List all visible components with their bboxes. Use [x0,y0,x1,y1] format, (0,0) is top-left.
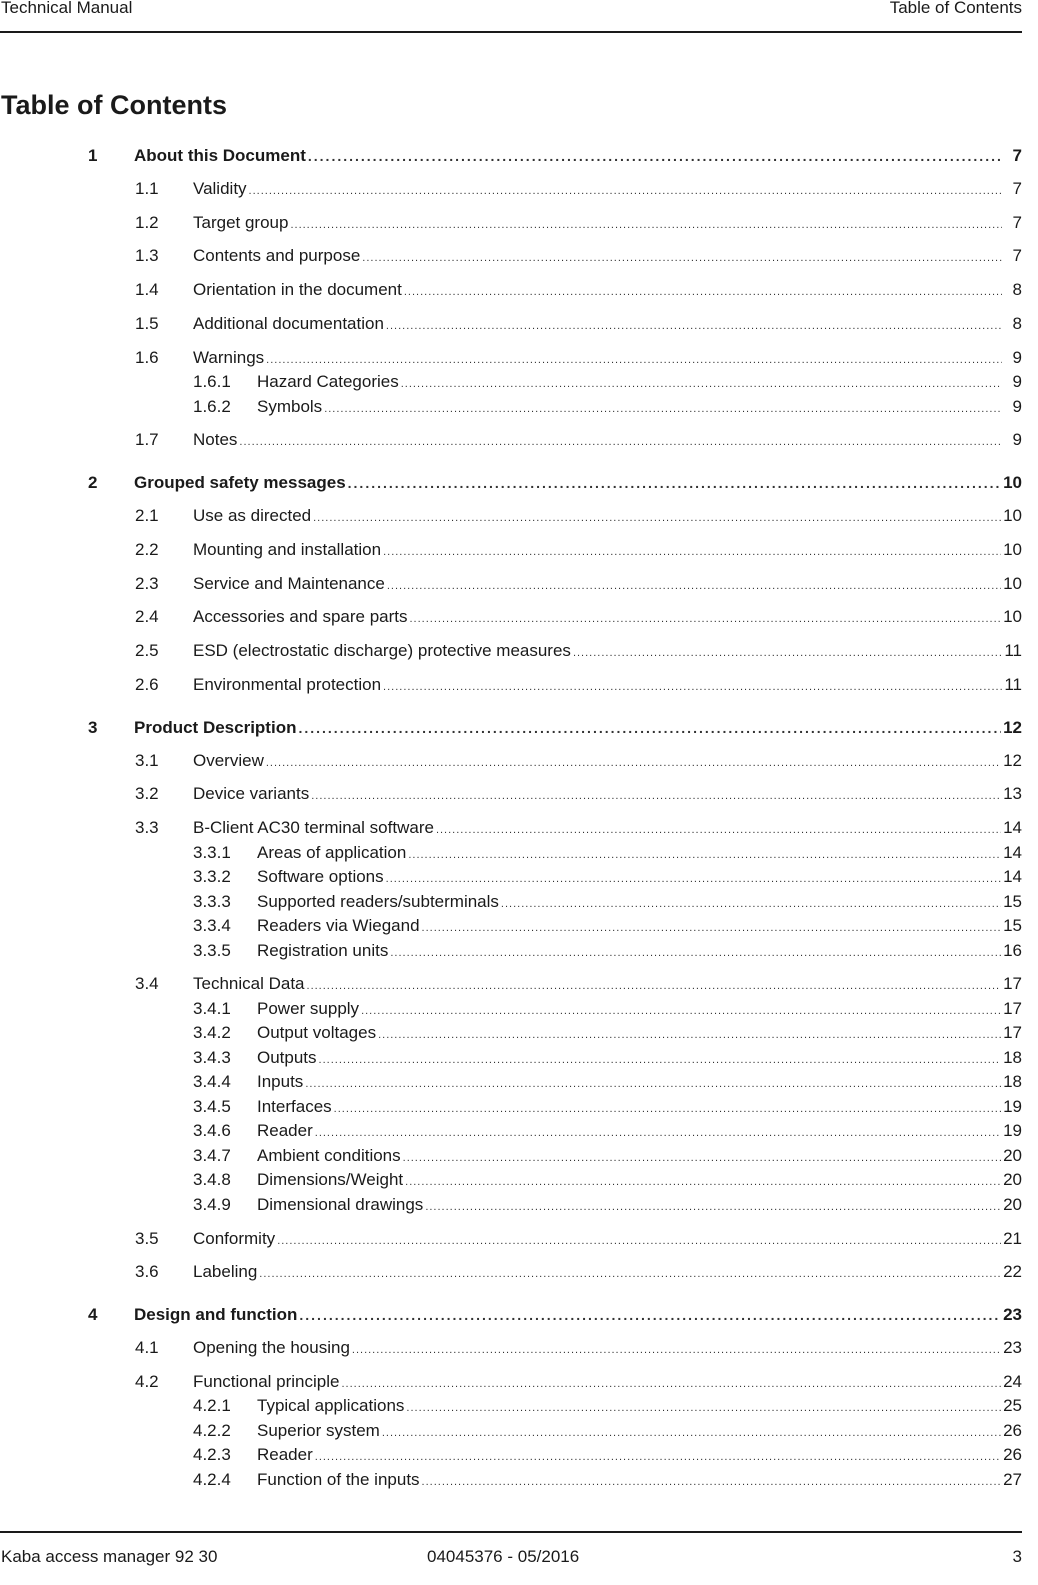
toc-page-number: 24 [1003,1371,1022,1391]
toc-leader-dots [239,430,1002,454]
toc-title: Interfaces [257,1095,332,1119]
toc-entry[interactable] [193,1468,1022,1492]
toc-title: B-Client AC30 terminal software [193,816,434,840]
toc-page-number: 10 [1003,473,1022,493]
toc-entry[interactable] [135,428,1022,452]
toc-page-number: 11 [1004,641,1022,660]
toc-leader-dots [334,1097,1001,1121]
toc-leader-dots [315,1445,1001,1469]
toc-page-number: 23 [1003,1338,1022,1358]
toc-number: 3.4.8 [193,1170,231,1190]
toc-page-number: 8 [1012,280,1022,300]
toc-title: Opening the housing [193,1336,350,1360]
footer-page-number: 3 [1012,1547,1022,1566]
toc-number: 3.4.9 [193,1194,231,1214]
toc-number: 3.3.2 [193,867,231,887]
toc-page-number: 10 [1003,506,1022,526]
toc-leader-dots [390,941,1001,965]
toc-leader-dots [298,716,1001,740]
toc-leader-dots [383,675,1002,699]
toc-entry[interactable] [135,1370,1022,1394]
toc-entry[interactable] [135,312,1022,336]
toc-entry[interactable] [135,504,1022,528]
toc-title: Mounting and installation [193,538,381,562]
toc-entry[interactable] [193,997,1022,1021]
toc-leader-dots [319,1048,1002,1072]
toc-page-number: 11 [1004,674,1022,694]
toc-title: Software options [257,865,384,889]
toc-entry[interactable] [135,278,1022,302]
toc-number: 1.1 [135,179,159,198]
toc-entry[interactable] [135,673,1022,697]
toc-title: Superior system [257,1419,380,1443]
toc-chapter[interactable] [88,716,1022,740]
toc-entry[interactable] [193,1419,1022,1443]
toc-page-number: 20 [1003,1170,1022,1190]
toc-leader-dots [348,471,1001,495]
toc-number: 1.6 [135,347,159,367]
toc-page-number: 20 [1003,1145,1022,1165]
toc-page-number: 14 [1003,818,1022,838]
toc-number: 4 [88,1305,98,1325]
toc-leader-dots [305,1072,1001,1096]
page-title: Table of Contents [1,90,227,120]
toc-page-number: 14 [1003,867,1022,887]
toc-number: 2.2 [135,539,159,559]
toc-page-number: 7 [1012,146,1022,165]
toc-number: 3.4 [135,974,159,994]
toc-page-number: 26 [1003,1420,1022,1440]
toc-title: Output voltages [257,1021,376,1045]
toc-title: Symbols [257,395,322,419]
toc-leader-dots [405,1170,1001,1194]
toc-leader-dots [266,751,1001,775]
toc-number: 2.4 [135,607,159,627]
toc-number: 2.5 [135,641,159,660]
toc-leader-dots [352,1338,1001,1362]
toc-leader-dots [277,1229,1001,1253]
toc-leader-dots [361,999,1001,1023]
toc-leader-dots [406,1396,1001,1420]
toc-leader-dots [299,1303,1001,1327]
toc-leader-dots [307,974,1002,998]
toc-number: 3.2 [135,784,159,804]
toc-entry[interactable] [135,177,1022,201]
toc-title: Ambient conditions [257,1144,401,1168]
toc-entry[interactable] [193,841,1022,865]
toc-title: Design and function [134,1303,297,1327]
toc-title: Power supply [257,997,359,1021]
toc-entry[interactable] [135,749,1022,773]
toc-title: Typical applications [257,1394,404,1418]
toc-leader-dots [249,179,1002,203]
toc-page-number: 9 [1012,347,1022,367]
toc-page-number: 12 [1003,750,1022,770]
toc-leader-dots [386,867,1001,891]
toc-entry[interactable] [135,244,1022,268]
toc-leader-dots [387,574,1001,598]
toc-page-number: 9 [1012,430,1022,450]
toc-entry[interactable] [135,782,1022,806]
toc-number: 1.7 [135,430,159,450]
toc-title: Functional principle [193,1370,339,1394]
toc-number: 3.4.3 [193,1047,231,1067]
toc-number: 3.4.1 [193,998,231,1018]
toc-title: Warnings [193,346,264,370]
toc-leader-dots [266,348,1002,372]
toc-number: 3.3 [135,818,159,838]
toc-entry[interactable] [135,639,1022,663]
toc-number: 1.5 [135,313,159,333]
toc-number: 2.1 [135,506,159,526]
toc-entry[interactable] [193,939,1022,963]
toc-title: Orientation in the document [193,278,402,302]
toc-entry[interactable] [193,1144,1022,1168]
toc-number: 1.3 [135,246,159,266]
toc-title: Technical Data [193,972,305,996]
toc-title: Dimensions/Weight [257,1168,403,1192]
toc-title: About this Document [134,144,306,168]
toc-entry[interactable] [193,370,1022,394]
toc-number: 1.4 [135,280,159,300]
toc-title: Service and Maintenance [193,572,385,596]
toc-entry[interactable] [135,211,1022,235]
header-right: Table of Contents [889,0,1022,17]
toc-title: Accessories and spare parts [193,605,408,629]
toc-leader-dots [378,1023,1001,1047]
toc-entry[interactable] [193,1168,1022,1192]
toc-page-number: 7 [1012,246,1022,266]
toc-page-number: 13 [1003,784,1022,804]
toc-title: Target group [193,211,288,235]
toc-entry[interactable] [193,395,1022,419]
toc-chapter[interactable] [88,144,1022,168]
toc-number: 3.3.1 [193,842,231,862]
toc-leader-dots [408,843,1001,867]
toc-page-number: 9 [1012,396,1022,416]
toc-page-number: 17 [1003,974,1022,994]
toc-number: 1 [88,146,98,165]
toc-page-number: 27 [1003,1469,1022,1489]
toc-page-number: 18 [1003,1072,1022,1092]
toc-leader-dots [410,607,1002,631]
toc-leader-dots [311,784,1001,808]
toc-number: 2.3 [135,573,159,593]
toc-page-number: 14 [1003,842,1022,862]
toc-leader-dots [315,1121,1001,1145]
toc-number: 4.2.2 [193,1420,231,1440]
toc-title: Validity [193,177,247,201]
toc-page-number: 15 [1003,916,1022,936]
toc-entry[interactable] [135,1227,1022,1251]
toc-leader-dots [573,641,1002,665]
toc-leader-dots [308,144,1002,168]
toc-title: Registration units [257,939,388,963]
toc-page-number: 26 [1003,1445,1022,1465]
toc-entry[interactable] [135,1260,1022,1284]
toc-title: Readers via Wiegand [257,914,420,938]
toc-leader-dots [401,372,1002,396]
toc-chapter[interactable] [88,1303,1022,1327]
toc-page-number: 10 [1003,539,1022,559]
page-footer [0,1531,1022,1573]
toc-entry[interactable] [193,1021,1022,1045]
toc-number: 4.2.1 [193,1396,231,1416]
toc-entry[interactable] [193,1394,1022,1418]
toc-entry[interactable] [193,1095,1022,1119]
toc-title: Dimensional drawings [257,1193,423,1217]
footer-left: Kaba access manager 92 30 [1,1547,218,1566]
toc-title: Outputs [257,1046,317,1070]
toc-title: Use as directed [193,504,311,528]
toc-number: 2.6 [135,674,159,694]
toc-title: Additional documentation [193,312,384,336]
toc-number: 3.4.4 [193,1072,231,1092]
toc-leader-dots [403,1146,1001,1170]
toc-title: Reader [257,1443,313,1467]
toc-number: 3.1 [135,750,159,770]
toc-leader-dots [422,916,1002,940]
toc-page-number: 19 [1003,1121,1022,1141]
toc-number: 4.2 [135,1371,159,1391]
toc-number: 3.5 [135,1228,159,1248]
toc-leader-dots [386,314,1002,338]
toc-number: 4.2.4 [193,1469,231,1489]
toc-entry[interactable] [193,1070,1022,1094]
toc-leader-dots [341,1372,1001,1396]
toc-entry[interactable] [135,605,1022,629]
toc-entry[interactable] [135,816,1022,840]
toc-entry[interactable] [193,1193,1022,1217]
toc-page-number: 7 [1012,212,1022,232]
toc-entry[interactable] [193,865,1022,889]
toc-entry[interactable] [193,1046,1022,1070]
toc-leader-dots [383,540,1001,564]
toc-title: Environmental protection [193,673,381,697]
toc-number: 1.6.1 [193,372,231,391]
toc-leader-dots [422,1470,1002,1494]
toc-leader-dots [313,506,1001,530]
toc-page-number: 10 [1003,607,1022,627]
toc-page-number: 25 [1003,1396,1022,1416]
toc-number: 3.3.3 [193,891,231,911]
toc-number: 3.3.4 [193,916,231,936]
toc-leader-dots [290,213,1002,237]
toc-page-number: 22 [1003,1262,1022,1282]
toc-chapter[interactable] [88,471,1022,495]
toc-title: Product Description [134,716,296,740]
toc-entry[interactable] [193,1443,1022,1467]
toc-page-number: 9 [1012,372,1022,391]
toc-number: 1.2 [135,212,159,232]
toc-entry[interactable] [135,538,1022,562]
toc-title: Inputs [257,1070,303,1094]
toc-leader-dots [382,1421,1001,1445]
toc-page-number: 7 [1012,179,1022,198]
toc-page-number: 20 [1003,1194,1022,1214]
toc-leader-dots [404,280,1002,304]
toc-number: 3.6 [135,1262,159,1282]
toc-leader-dots [501,892,1001,916]
footer-center: 04045376 - 05/2016 [427,1547,580,1566]
toc-number: 4.2.3 [193,1445,231,1465]
toc-number: 3.4.2 [193,1023,231,1043]
toc-title: Function of the inputs [257,1468,420,1492]
toc-page-number: 15 [1003,891,1022,911]
toc-number: 2 [88,473,98,493]
toc-page-number: 21 [1003,1228,1022,1248]
toc-number: 4.1 [135,1338,159,1358]
toc-title: Notes [193,428,237,452]
toc-number: 3 [88,717,98,737]
toc-page-number: 19 [1003,1096,1022,1116]
toc-entry[interactable] [193,890,1022,914]
toc-title: Supported readers/subterminals [257,890,499,914]
toc-number: 3.4.5 [193,1096,231,1116]
toc-title: Overview [193,749,264,773]
toc-leader-dots [425,1195,1001,1219]
toc-leader-dots [259,1262,1001,1286]
toc-title: Reader [257,1119,313,1143]
toc-number: 3.3.5 [193,940,231,960]
toc-entry[interactable] [135,346,1022,370]
toc-leader-dots [362,246,1002,270]
toc-page-number: 17 [1003,1023,1022,1043]
toc-page-number: 8 [1012,313,1022,333]
toc-number: 1.6.2 [193,396,231,416]
toc-number: 3.4.7 [193,1145,231,1165]
header-left: Technical Manual [1,0,133,17]
toc-title: ESD (electrostatic discharge) protective measures [193,639,571,663]
toc-page-number: 23 [1003,1305,1022,1325]
toc-page-number: 10 [1003,573,1022,593]
toc-entry[interactable] [135,572,1022,596]
toc-entry[interactable] [135,972,1022,996]
toc-title: Grouped safety messages [134,471,346,495]
toc-page-number: 17 [1003,998,1022,1018]
toc-number: 3.4.6 [193,1121,231,1141]
toc-title: Conformity [193,1227,275,1251]
toc-leader-dots [436,818,1001,842]
toc-page-number: 16 [1003,940,1022,960]
toc-title: Labeling [193,1260,257,1284]
toc-entry[interactable] [193,1119,1022,1143]
toc-title: Contents and purpose [193,244,360,268]
toc-entry[interactable] [135,1336,1022,1360]
toc-title: Hazard Categories [257,370,399,394]
toc-leader-dots [324,397,1002,421]
toc-title: Device variants [193,782,309,806]
toc-page-number: 18 [1003,1047,1022,1067]
toc-title: Areas of application [257,841,406,865]
toc-entry[interactable] [193,914,1022,938]
toc-page-number: 12 [1003,717,1022,737]
